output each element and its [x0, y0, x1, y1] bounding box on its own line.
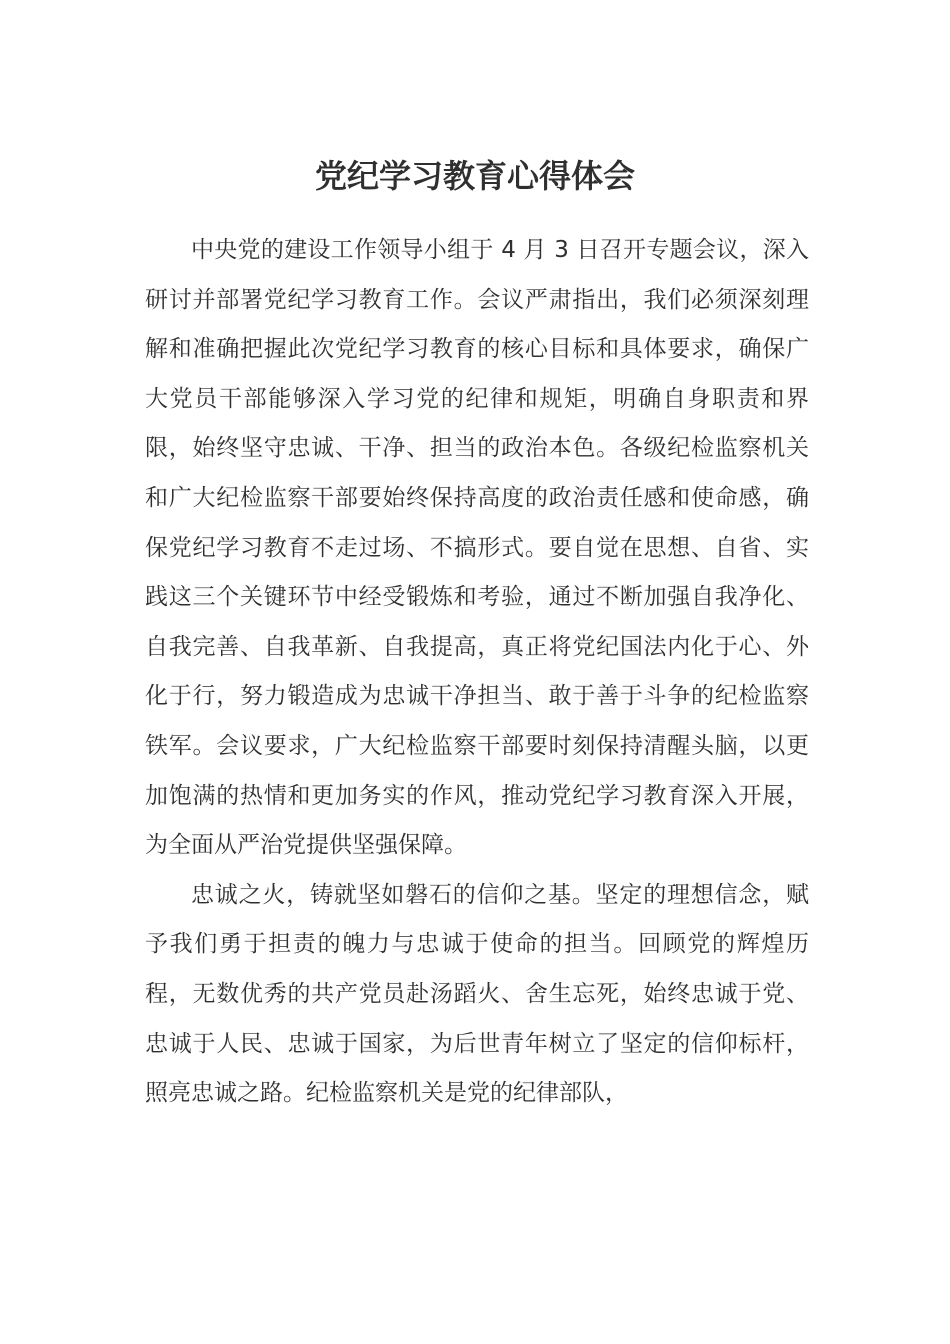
document-body [145, 226, 809, 1119]
paragraph: 忠诚之火，铸就坚如磐石的信仰之基。坚定的理想信念，赋予我们勇于担责的魄力与忠诚于使命的担当。回顾党的辉煌历程，无数优秀的共产党员赴汤蹈火、舍生忘死，始终忠诚于党、忠诚于人民、忠诚于国家，为后世青年树立了坚定的信仰标杆，照亮忠诚之路。纪检监察机关是党的纪律部队， [145, 881, 809, 1107]
paragraph: 中央党的建设工作领导小组于 4 月 3 日召开专题会议，深入研讨并部署党纪学习教育工作。会议严肃指出，我们必须深刻理解和准确把握此次党纪学习教育的核心目标和具体要求，确保广大党员干部能够深入学习党的纪律和规矩，明确自身职责和界限，始终坚守忠诚、干净、担当的政治本色。各级纪检监察机关和广大纪检监察干部要始终保持高度的政治责任感和使命感，确保党纪学习教育不走过场、不搞形式。要自觉在思想、自省、实践这三个关键环节中经受锻炼和考验，通过不断加强自我净化、自我完善、自我革新、自我提高，真正将党纪国法内化于心、外化于行，努力锻造成为忠诚干净担当、敢于善于斗争的纪检监察铁军。会议要求，广大纪检监察干部要时刻保持清醒头脑，以更加饱满的热情和更加务实的作风，推动党纪学习教育深入开展，为全面从严治党提供坚强保障。 [145, 237, 809, 859]
document-title: 党纪学习教育心得体会 [314, 157, 635, 195]
